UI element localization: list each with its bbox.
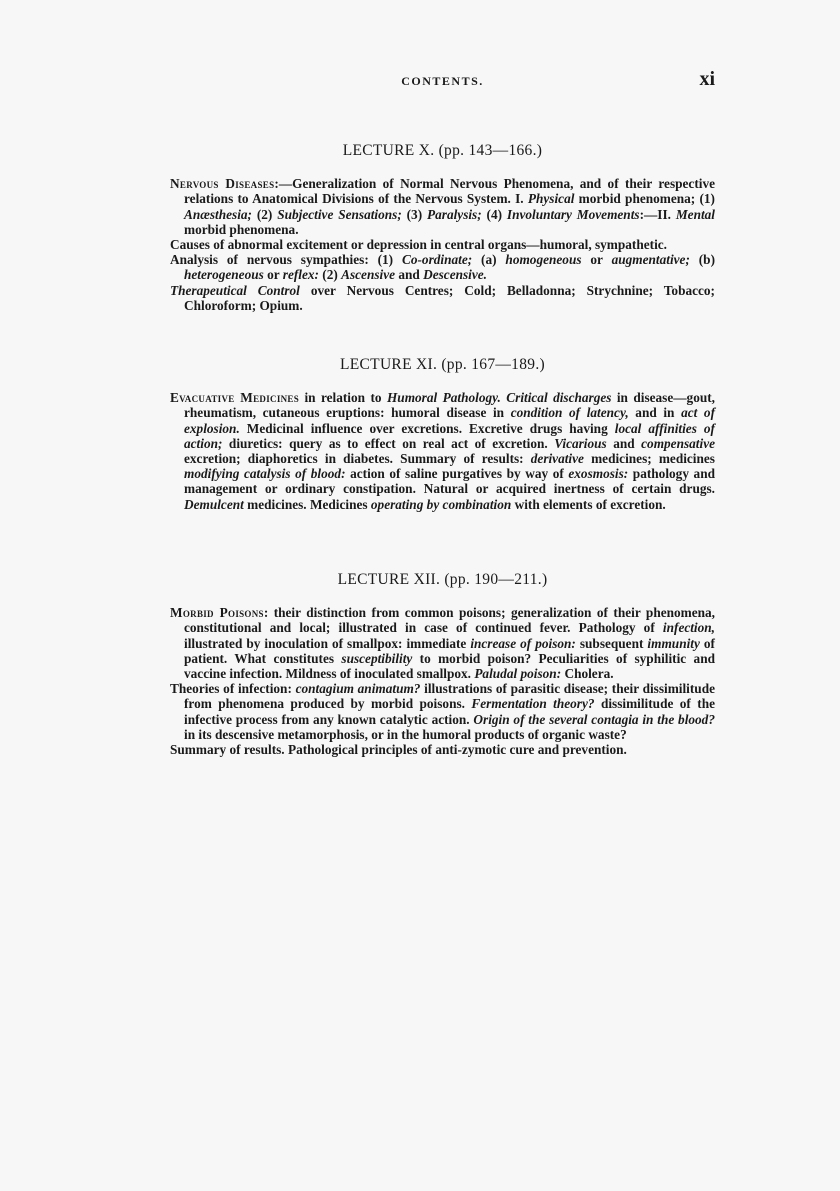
entry-text: :—Generalization of Normal Nervous Phenomena, and of their respective relations to Anatomical Divisions of the Nervous System. I.: [184, 176, 715, 207]
entry-text: illustrated by inoculation of smallpox: immediate: [184, 635, 471, 651]
italic-term: augmentative;: [611, 252, 690, 268]
italic-term: condition of latency,: [510, 405, 629, 421]
entry-text: excretion; diaphoretics in diabetes. Summary of results:: [184, 451, 531, 467]
entry-text: Theories of infection:: [170, 681, 296, 697]
lecture-10-section: [170, 143, 715, 313]
italic-term: Paralysis;: [427, 206, 482, 222]
italic-term: increase of poison:: [470, 635, 576, 651]
italic-term: local affinities of action;: [184, 420, 715, 451]
lecture-12-entry-morbid-poisons: [170, 605, 715, 681]
italic-term: Critical discharges: [506, 390, 612, 406]
entry-lead-heading: Nervous Diseases: [170, 176, 275, 192]
entry-text: Medicinal influence over excretions. Excretive drugs having: [239, 420, 615, 436]
entry-text: and: [395, 267, 424, 283]
lecture-11-entry-evacuative-medicines: [170, 390, 715, 512]
italic-term: contagium animatum?: [295, 681, 421, 697]
entry-text: :—II.: [639, 206, 676, 222]
page-header: [170, 68, 715, 92]
entry-text: morbid phenomena; (1): [574, 191, 715, 207]
italic-term: Anæsthesia;: [184, 206, 252, 222]
italic-term: compensative: [641, 435, 715, 451]
entry-text: Causes of abnormal excitement or depression in central organs—humoral, sympathetic.: [170, 237, 668, 253]
entry-text: dissimilitude of the infective process from any known catalytic action.: [184, 696, 715, 727]
entry-text: (2): [251, 206, 278, 222]
entry-text: of patient. What constitutes: [184, 635, 715, 666]
italic-term: infection,: [662, 620, 715, 636]
entry-text: (3): [401, 206, 427, 222]
entry-text: medicines; medicines: [583, 451, 715, 467]
italic-term: reflex:: [282, 267, 319, 283]
entry-text: illustrations of parasitic disease; their dissimilitude from phenomena produced by morbid poisons.: [184, 681, 716, 712]
entry-text: or: [581, 252, 612, 268]
italic-term: Ascensive: [341, 267, 396, 283]
lecture-12-entry-theories-of-infection: [170, 681, 715, 742]
lecture-11-section: [170, 357, 715, 512]
entry-text: and in: [628, 405, 682, 421]
italic-term: heterogeneous: [184, 267, 264, 283]
italic-term: Vicarious: [554, 435, 607, 451]
entry-text: (a): [472, 252, 506, 268]
lecture-12-section: [170, 572, 715, 757]
italic-term: Physical: [527, 191, 575, 207]
entry-text: Cholera.: [561, 666, 614, 682]
entry-lead-heading: Morbid Poisons: [170, 605, 264, 621]
entry-text: and: [606, 435, 642, 451]
italic-term: Humoral Pathology.: [386, 390, 501, 406]
entry-text: pathology and management or ordinary constipation. Natural or acquired inertness of certain drugs.: [184, 466, 715, 497]
italic-term: Fermentation theory?: [471, 696, 595, 712]
lecture-10-entry-causes: [170, 237, 715, 252]
lecture-10-entry-nervous-diseases: [170, 176, 715, 237]
entry-text: with elements of excretion.: [511, 496, 666, 512]
italic-term: Co-ordinate;: [401, 252, 473, 268]
entry-text: subsequent: [575, 635, 648, 651]
entry-text: diuretics: query as to effect on real act of excretion.: [222, 435, 555, 451]
italic-term: Origin of the several contagia in the blood?: [473, 711, 715, 727]
entry-text: to morbid poison? Peculiarities of syphilitic and vaccine infection. Mildness of inoculated smallpox.: [184, 650, 715, 682]
italic-term: susceptibility: [341, 650, 413, 666]
lecture-10-title: LECTURE X. (pp. 143—166.): [342, 142, 543, 159]
lecture-10-entry-sympathies: [170, 252, 715, 282]
italic-term: Paludal poison:: [474, 666, 562, 682]
lecture-10-entry-therapeutical-control: [170, 283, 715, 313]
entry-text: : their distinction from common poisons; generalization of their phenomena, constitutional and local; illustrated in case of continued fever. Pathology of: [184, 605, 716, 636]
italic-term: homogeneous: [505, 252, 582, 268]
entry-lead-heading: Evacuative Medicines: [170, 390, 300, 406]
lecture-12-title: LECTURE XII. (pp. 190—211.): [337, 571, 548, 588]
entry-text: in its descensive metamorphosis, or in the humoral products of organic waste?: [184, 726, 627, 742]
entry-text: (b): [689, 252, 715, 268]
entry-text: (4): [481, 206, 507, 222]
italic-term: Involuntary Movements: [506, 206, 640, 222]
entry-text: (2): [318, 267, 342, 283]
entry-text: Summary of results. Pathological principles of anti-zymotic cure and prevention.: [170, 742, 627, 758]
entry-text: Analysis of nervous sympathies: (1): [170, 252, 402, 268]
entry-text: action of saline purgatives by way of: [345, 466, 569, 482]
page-number: xi: [699, 68, 715, 90]
italic-term: act of explosion.: [184, 405, 715, 436]
entry-text: morbid phenomena.: [184, 221, 299, 237]
lecture-11-title: LECTURE XI. (pp. 167—189.): [340, 356, 545, 373]
italic-term: exosmosis:: [568, 466, 629, 482]
italic-term: Descensive.: [423, 267, 487, 283]
italic-term: modifying catalysis of blood:: [184, 466, 346, 482]
italic-term: derivative: [530, 451, 584, 467]
running-head: CONTENTS.: [401, 74, 484, 88]
italic-term: immunity: [647, 635, 700, 651]
entry-text: over Nervous Centres; Cold; Belladonna; Strychnine; Tobacco; Chloroform; Opium.: [184, 282, 715, 313]
italic-term: Mental: [675, 206, 716, 222]
lecture-12-entry-summary: [170, 742, 715, 757]
italic-term: Therapeutical Control: [170, 282, 300, 298]
entry-text: or: [263, 267, 283, 283]
italic-term: Subjective Sensations;: [277, 206, 402, 222]
entry-text: in relation to: [299, 390, 387, 406]
entry-text: medicines. Medicines: [243, 496, 371, 512]
italic-term: Demulcent: [184, 496, 244, 512]
italic-term: operating by combination: [370, 496, 512, 512]
entry-text: in disease—gout, rheumatism, cutaneous eruptions: humoral disease in: [184, 390, 715, 421]
